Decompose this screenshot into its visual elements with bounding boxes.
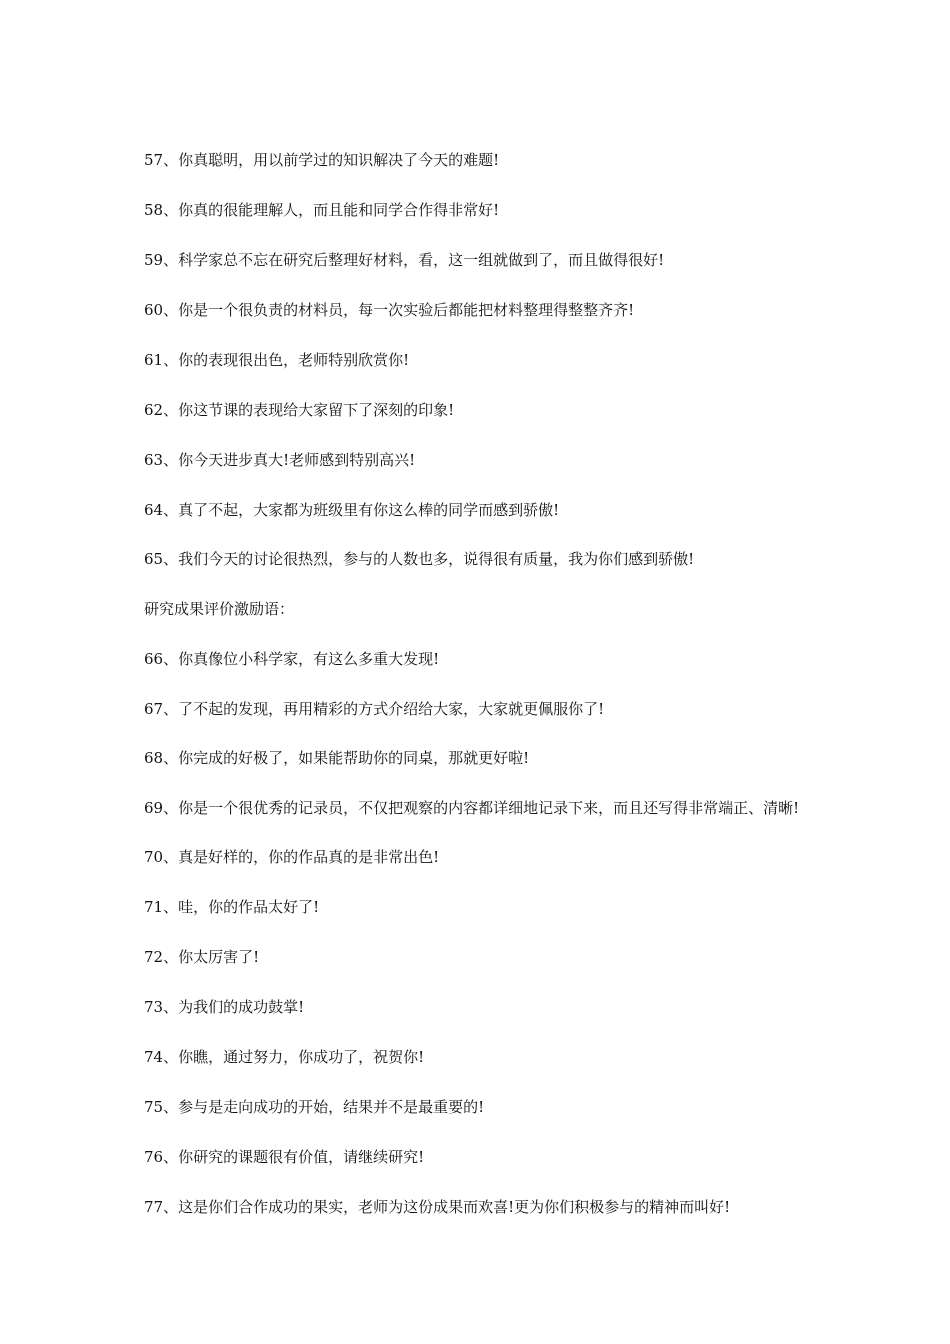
text-line: 59、科学家总不忘在研究后整理好材料，看，这一组就做到了，而且做得很好! — [144, 251, 665, 269]
text-line-wrapped: 69、你是一个很优秀的记录员，不仅把观察的内容都详细地记录下来，而且还写得非常端正、清晰! — [144, 799, 800, 817]
text-line: 76、你研究的课题很有价值，请继续研究! — [144, 1148, 425, 1166]
text-line: 63、你今天进步真大!老师感到特别高兴! — [144, 451, 416, 469]
text-line: 66、你真像位小科学家，有这么多重大发现! — [144, 650, 440, 668]
text-line: 70、真是好样的，你的作品真的是非常出色! — [144, 848, 440, 866]
text-line: 77、这是你们合作成功的果实，老师为这份成果而欢喜!更为你们积极参与的精神而叫好! — [144, 1198, 731, 1216]
text-line: 57、你真聪明，用以前学过的知识解决了今天的难题! — [144, 151, 500, 169]
text-line: 60、你是一个很负责的材料员，每一次实验后都能把材料整理得整整齐齐! — [144, 301, 635, 319]
section-heading: 研究成果评价激励语： — [144, 600, 295, 618]
text-line: 64、真了不起，大家都为班级里有你这么棒的同学而感到骄傲! — [144, 501, 560, 519]
text-line: 72、你太厉害了! — [144, 948, 260, 966]
text-line: 75、参与是走向成功的开始，结果并不是最重要的! — [144, 1098, 485, 1116]
text-line: 65、我们今天的讨论很热烈，参与的人数也多，说得很有质量，我为你们感到骄傲! — [144, 550, 695, 568]
text-line: 67、了不起的发现，再用精彩的方式介绍给大家，大家就更佩服你了! — [144, 700, 605, 718]
text-line: 71、哇，你的作品太好了! — [144, 898, 320, 916]
text-line: 61、你的表现很出色，老师特别欣赏你! — [144, 351, 410, 369]
text-line: 62、你这节课的表现给大家留下了深刻的印象! — [144, 401, 455, 419]
text-line: 68、你完成的好极了，如果能帮助你的同桌，那就更好啦! — [144, 749, 530, 767]
text-line: 73、为我们的成功鼓掌! — [144, 998, 305, 1016]
text-line: 74、你瞧，通过努力，你成功了，祝贺你! — [144, 1048, 425, 1066]
text-line: 58、你真的很能理解人，而且能和同学合作得非常好! — [144, 201, 500, 219]
